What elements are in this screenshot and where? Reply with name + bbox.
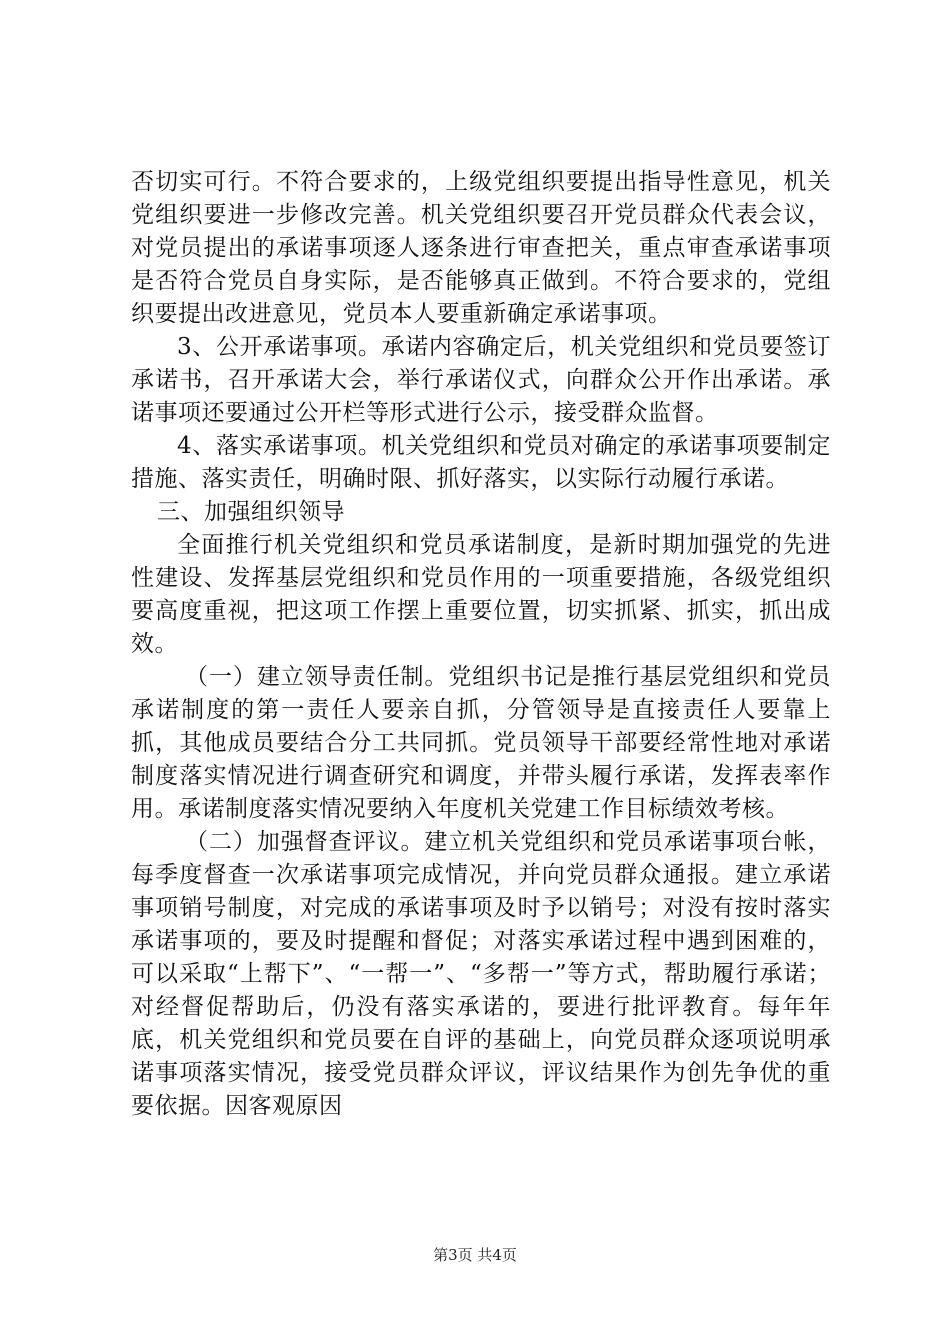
paragraph-supervision-review: （二）加强督查评议。建立机关党组织和党员承诺事项台帐，每季度督查一次承诺事项完成情况，并向党员群众通报。建立承诺事项销号制度，对完成的承诺事项及时予以销号；对没有按时落实承诺事项的，要及时提醒和督促；对落实承诺过程中遇到困难的，可以采取“上帮下”、“一帮一”、“多帮一”等方式，帮助履行承诺；对经督促帮助后，仍没有落实承诺的，要进行批评教育。每年年底，机关党组织和党员要在自评的基础上，向党员群众逐项说明承诺事项落实情况，接受党员群众评议，评议结果作为创先争优的重要依据。因客观原因 [131, 829, 831, 1119]
document-body [131, 166, 831, 1123]
page-footer: 第3页 共4页 [433, 1246, 517, 1264]
paragraph-responsibility-system: （一）建立领导责任制。党组织书记是推行基层党组织和党员承诺制度的第一责任人要亲自抓，分管领导是直接责任人要靠上抓，其他成员要结合分工共同抓。党员领导干部要经常性地对承诺制度落实情况进行调查研究和调度，并带头履行承诺，发挥表率作用。承诺制度落实情况要纳入年度机关党建工作目标绩效考核。 [131, 664, 831, 822]
paragraph-implement-commitment: 4、落实承诺事项。机关党组织和党员对确定的承诺事项要制定措施、落实责任，明确时限、抓好落实，以实际行动履行承诺。 [131, 433, 831, 492]
section-heading-leadership: 三、加强组织领导 [157, 499, 345, 525]
paragraph-public-commitment: 3、公开承诺事项。承诺内容确定后，机关党组织和党员要签订承诺书，召开承诺大会，举行承诺仪式，向群众公开作出承诺。承诺事项还要通过公开栏等形式进行公示，接受群众监督。 [131, 334, 831, 426]
paragraph-review-continuation: 否切实可行。不符合要求的，上级党组织要提出指导性意见，机关党组织要进一步修改完善。机关党组织要召开党员群众代表会议，对党员提出的承诺事项逐人逐条进行审查把关，重点审查承诺事项是否符合党员自身实际，是否能够真正做到。不符合要求的，党组织要提出改进意见，党员本人要重新确定承诺事项。 [131, 169, 831, 327]
paragraph-leadership-intro: 全面推行机关党组织和党员承诺制度，是新时期加强党的先进性建设、发挥基层党组织和党员作用的一项重要措施，各级党组织要高度重视，把这项工作摆上重要位置，切实抓紧、抓实，抓出成效。 [131, 532, 831, 657]
